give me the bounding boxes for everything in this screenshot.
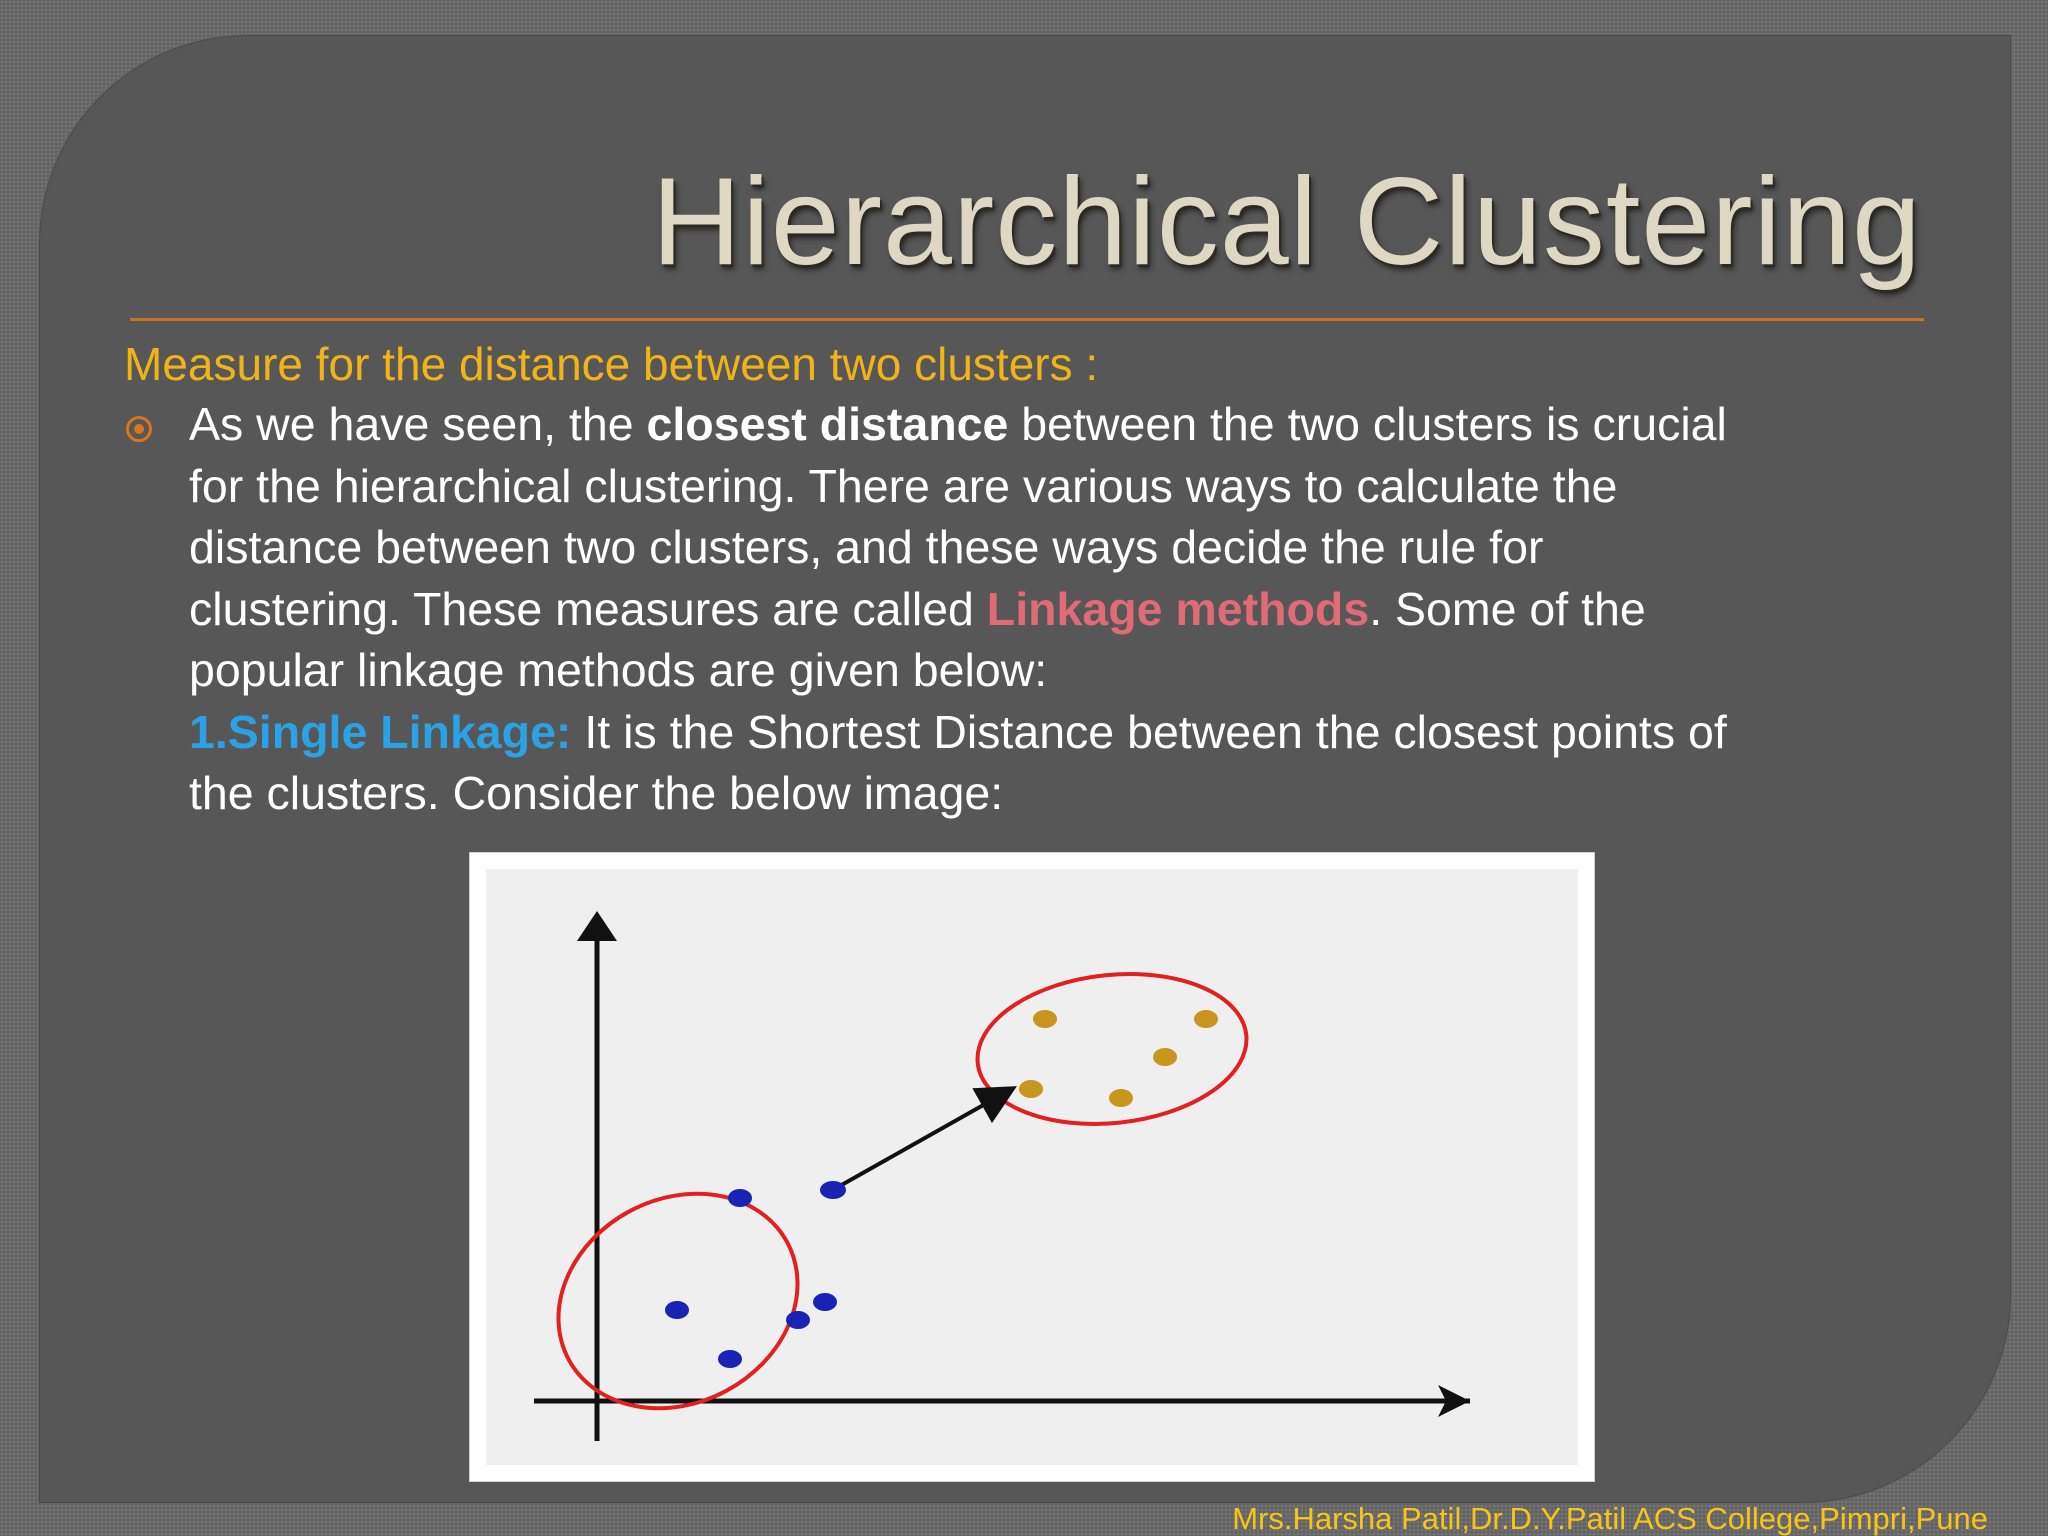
cluster-point [1019,1080,1043,1098]
cluster-point [1033,1010,1057,1028]
bullet-icon [126,416,152,442]
cluster-point [665,1301,689,1319]
cluster-diagram [470,853,1594,1481]
cluster-point [1109,1089,1133,1107]
linkage-methods-term: Linkage methods [986,582,1370,635]
bullet-paragraph [189,394,1909,825]
cluster-point [1194,1010,1218,1028]
paragraph-line: clustering. These measures are called Linkage methods. Some of the [189,582,1646,635]
paragraph-line: As we have seen, the closest distance between the two clusters is crucial [189,398,1727,450]
paragraph-line: the clusters. Consider the below image: [189,767,1004,819]
paragraph-line: distance between two clusters, and these ways decide the rule for [189,521,1544,573]
cluster-point [718,1350,742,1368]
figure-background [486,869,1578,1465]
single-linkage-label: 1.Single Linkage: [189,705,572,758]
paragraph-line: popular linkage methods are given below: [189,644,1048,696]
single-linkage-figure [470,853,1594,1481]
footer-credit: Mrs.Harsha Patil,Dr.D.Y.Patil ACS College,Pimpri,Pune [1232,1501,1988,1536]
cluster-point [1153,1048,1177,1066]
section-heading: Measure for the distance between two clusters : [124,338,1099,390]
cluster-point [786,1311,810,1329]
cluster-point [820,1181,846,1199]
cluster-point [813,1293,837,1311]
paragraph-line: for the hierarchical clustering. There are various ways to calculate the [189,459,1618,512]
paragraph-line: 1.Single Linkage: It is the Shortest Distance between the closest points of [189,705,1727,758]
title-divider [130,318,1924,321]
cluster-point [728,1189,752,1207]
bold-phrase: closest distance [646,398,1009,450]
slide-title: Hierarchical Clustering [651,153,1922,291]
